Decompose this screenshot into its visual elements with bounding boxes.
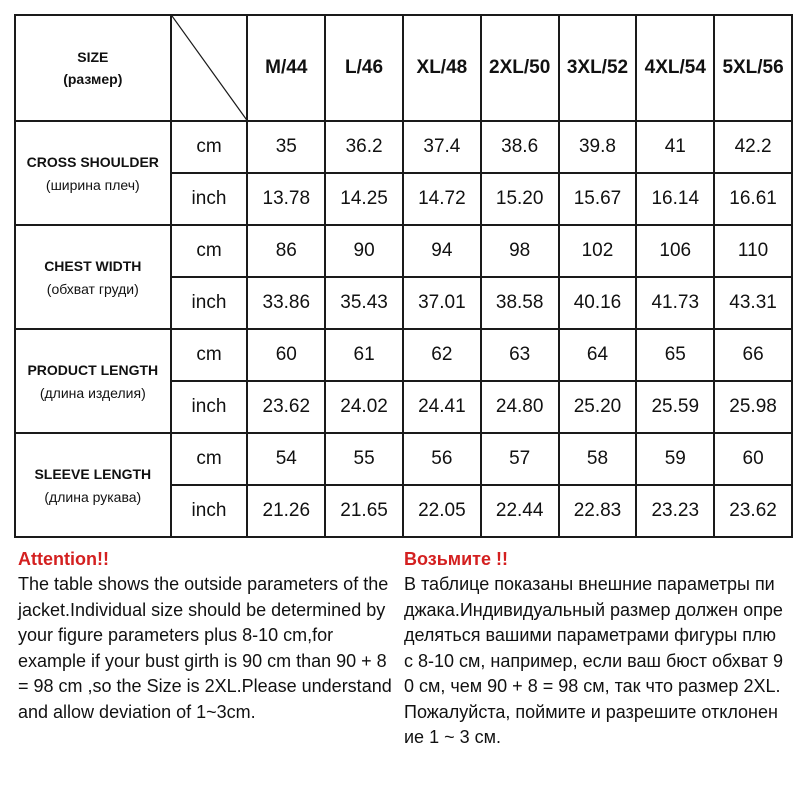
value-cell: 98: [481, 225, 559, 277]
value-cell: 40.16: [559, 277, 637, 329]
value-cell: 42.2: [714, 121, 792, 173]
value-cell: 86: [247, 225, 325, 277]
value-cell: 35: [247, 121, 325, 173]
size-header-cell: [15, 15, 171, 121]
value-cell: 16.61: [714, 173, 792, 225]
measurement-label-cell: [15, 225, 171, 329]
value-cell: 14.72: [403, 173, 481, 225]
value-cell: 37.01: [403, 277, 481, 329]
size-column-header: 3XL/52: [559, 15, 637, 121]
value-cell: 94: [403, 225, 481, 277]
value-cell: 110: [714, 225, 792, 277]
table-row: [15, 225, 792, 277]
diagonal-corner-cell: [171, 15, 248, 121]
value-cell: 35.43: [325, 277, 403, 329]
header-row: [15, 15, 792, 121]
value-cell: 58: [559, 433, 637, 485]
value-cell: 16.14: [636, 173, 714, 225]
value-cell: 37.4: [403, 121, 481, 173]
unit-cell: cm: [171, 225, 248, 277]
value-cell: 60: [714, 433, 792, 485]
value-cell: 54: [247, 433, 325, 485]
measurement-name-ru: (обхват груди): [46, 280, 139, 297]
unit-cell: inch: [171, 485, 248, 537]
value-cell: 64: [559, 329, 637, 381]
measurement-name-ru: (длина изделия): [39, 384, 146, 401]
size-chart-table: [14, 14, 793, 538]
measurement-name: SLEEVE LENGTH: [34, 465, 152, 482]
value-cell: 25.20: [559, 381, 637, 433]
unit-cell: cm: [171, 433, 248, 485]
value-cell: 41: [636, 121, 714, 173]
table-row: [15, 329, 792, 381]
value-cell: 23.23: [636, 485, 714, 537]
value-cell: 106: [636, 225, 714, 277]
attention-text: The table shows the outside parameters of the jacket.Individual size should be determined by your figure parameters plus 8-10 cm,for example if your bust girth is 90 cm than 90 + 8 = 98 cm ,so the Size is 2XL.Please understand and allow deviation of 1~3cm.: [18, 574, 392, 722]
size-sublabel: (размер): [63, 71, 123, 87]
value-cell: 33.86: [247, 277, 325, 329]
value-cell: 23.62: [714, 485, 792, 537]
size-column-header: 2XL/50: [481, 15, 559, 121]
value-cell: 57: [481, 433, 559, 485]
value-cell: 59: [636, 433, 714, 485]
value-cell: 55: [325, 433, 403, 485]
value-cell: 102: [559, 225, 637, 277]
note-english: [18, 548, 393, 725]
size-column-header: 5XL/56: [714, 15, 792, 121]
note-russian: [404, 548, 784, 751]
value-cell: 22.05: [403, 485, 481, 537]
value-cell: 66: [714, 329, 792, 381]
value-cell: 25.59: [636, 381, 714, 433]
unit-cell: cm: [171, 121, 248, 173]
size-column-header: 4XL/54: [636, 15, 714, 121]
value-cell: 15.67: [559, 173, 637, 225]
value-cell: 15.20: [481, 173, 559, 225]
measurement-name: CROSS SHOULDER: [26, 153, 159, 170]
size-column-header: M/44: [247, 15, 325, 121]
size-label: SIZE: [77, 49, 109, 65]
unit-cell: inch: [171, 277, 248, 329]
measurement-name: PRODUCT LENGTH: [27, 361, 159, 378]
value-cell: 38.58: [481, 277, 559, 329]
diagonal-divider: [172, 16, 247, 120]
value-cell: 24.41: [403, 381, 481, 433]
attention-text-ru: В таблице показаны внешние параметры пиджака.Индивидуальный размер должен определяться вашими параметрами фигуры плюс 8-10 см, например, если ваш бюст обхват 90 см, чем 90 + 8 = 98 см, так что размер 2XL.Пожалуйста, поймите и разрешите отклонение 1 ~ 3 см.: [404, 574, 783, 747]
value-cell: 13.78: [247, 173, 325, 225]
value-cell: 22.83: [559, 485, 637, 537]
measurement-name: CHEST WIDTH: [44, 257, 142, 274]
value-cell: 43.31: [714, 277, 792, 329]
value-cell: 21.26: [247, 485, 325, 537]
measurement-label-cell: [15, 329, 171, 433]
unit-cell: inch: [171, 381, 248, 433]
value-cell: 36.2: [325, 121, 403, 173]
size-column-header: L/46: [325, 15, 403, 121]
value-cell: 24.02: [325, 381, 403, 433]
measurement-name-ru: (длина рукава): [44, 488, 142, 505]
unit-cell: inch: [171, 173, 248, 225]
value-cell: 24.80: [481, 381, 559, 433]
attention-title: Attention!!: [18, 549, 109, 569]
value-cell: 21.65: [325, 485, 403, 537]
value-cell: 38.6: [481, 121, 559, 173]
value-cell: 60: [247, 329, 325, 381]
table-row: [15, 121, 792, 173]
value-cell: 23.62: [247, 381, 325, 433]
value-cell: 62: [403, 329, 481, 381]
value-cell: 14.25: [325, 173, 403, 225]
table-row: [15, 433, 792, 485]
value-cell: 25.98: [714, 381, 792, 433]
value-cell: 22.44: [481, 485, 559, 537]
value-cell: 56: [403, 433, 481, 485]
size-column-header: XL/48: [403, 15, 481, 121]
value-cell: 61: [325, 329, 403, 381]
value-cell: 63: [481, 329, 559, 381]
unit-cell: cm: [171, 329, 248, 381]
value-cell: 41.73: [636, 277, 714, 329]
measurement-label-cell: [15, 433, 171, 537]
measurement-label-cell: [15, 121, 171, 225]
attention-title-ru: Возьмите !!: [404, 549, 508, 569]
measurement-name-ru: (ширина плеч): [45, 176, 140, 193]
value-cell: 39.8: [559, 121, 637, 173]
value-cell: 65: [636, 329, 714, 381]
value-cell: 90: [325, 225, 403, 277]
